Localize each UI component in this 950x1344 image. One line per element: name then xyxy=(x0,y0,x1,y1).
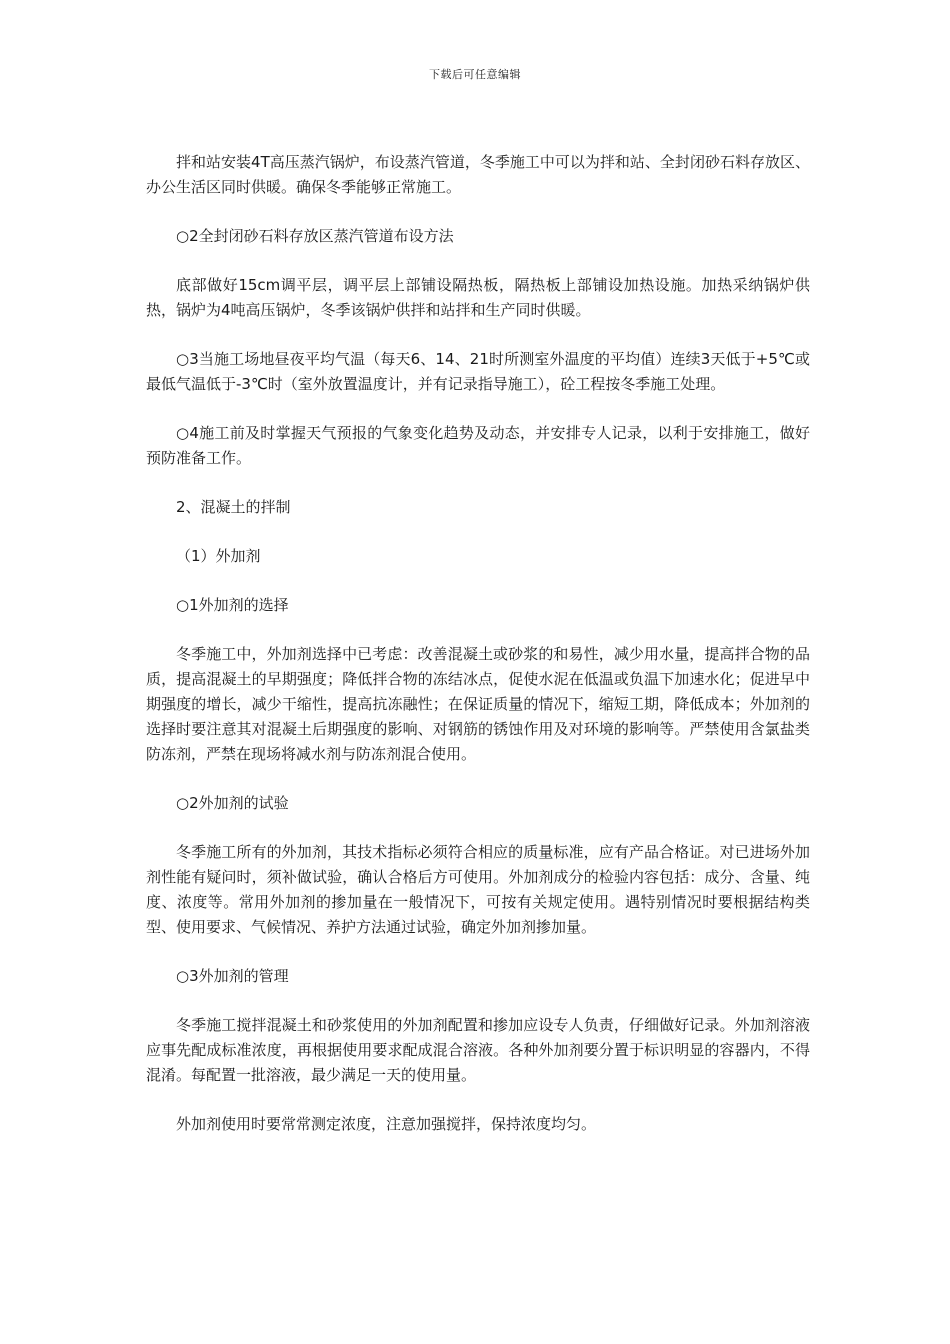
heading-concrete-mixing: 2、混凝土的拌制 xyxy=(176,498,291,516)
document-body xyxy=(146,150,810,1161)
heading-admixture-management: ○3外加剂的管理 xyxy=(176,967,289,985)
paragraph-weather-forecast: ○4施工前及时掌握天气预报的气象变化趋势及动态，并安排专人记录，以利于安排施工，做好预防准备工作。 xyxy=(146,424,810,467)
paragraph-steam-pipe-method: 底部做好15cm调平层，调平层上部铺设隔热板，隔热板上部铺设加热设施。加热采纳锅炉供热，锅炉为4吨高压锅炉，冬季该锅炉供拌和站拌和生产同时供暖。 xyxy=(146,276,810,319)
heading-steam-pipe-method: ○2全封闭砂石料存放区蒸汽管道布设方法 xyxy=(176,227,454,245)
paragraph-admixture-usage: 外加剂使用时要常常测定浓度，注意加强搅拌，保持浓度均匀。 xyxy=(176,1115,597,1133)
paragraph-boiler-install: 拌和站安装4T高压蒸汽锅炉，布设蒸汽管道，冬季施工中可以为拌和站、全封闭砂石料存放区、办公生活区同时供暖。确保冬季能够正常施工。 xyxy=(146,153,810,196)
paragraph-admixture-selection: 冬季施工中，外加剂选择中已考虑：改善混凝土或砂浆的和易性，减少用水量，提高拌合物的品质，提高混凝土的早期强度；降低拌合物的冻结冰点，促使水泥在低温或负温下加速水化；促进早中期强度的增长，减少干缩性，提高抗冻融性；在保证质量的情况下，缩短工期，降低成本；外加剂的选择时要注意其对混凝土后期强度的影响、对钢筋的锈蚀作用及对环境的影响等。严禁使用含氯盐类防冻剂，严禁在现场将减水剂与防冻剂混合使用。 xyxy=(146,645,810,763)
paragraph-admixture-testing: 冬季施工所有的外加剂，其技术指标必须符合相应的质量标准，应有产品合格证。对已进场外加剂性能有疑问时，须补做试验，确认合格后方可使用。外加剂成分的检验内容包括：成分、含量、纯度、浓度等。常用外加剂的掺加量在一般情况下，可按有关规定使用。遇特别情况时要根据结构类型、使用要求、气候情况、养护方法通过试验，确定外加剂掺加量。 xyxy=(146,843,810,936)
paragraph-admixture-management: 冬季施工搅拌混凝土和砂浆使用的外加剂配置和掺加应设专人负责，仔细做好记录。外加剂溶液应事先配成标准浓度，再根据使用要求配成混合溶液。各种外加剂要分置于标识明显的容器内，不得混淆。每配置一批溶液，最少满足一天的使用量。 xyxy=(146,1016,810,1084)
heading-admixture-selection: ○1外加剂的选择 xyxy=(176,596,289,614)
heading-admixture: （1）外加剂 xyxy=(176,547,261,565)
paragraph-temperature-rule: ○3当施工场地昼夜平均气温（每天6、14、21时所测室外温度的平均值）连续3天低于+5℃或最低气温低于-3℃时（室外放置温度计，并有记录指导施工），砼工程按冬季施工处理。 xyxy=(146,350,810,393)
heading-admixture-testing: ○2外加剂的试验 xyxy=(176,794,289,812)
page-header: 下载后可任意编辑 xyxy=(429,68,521,81)
